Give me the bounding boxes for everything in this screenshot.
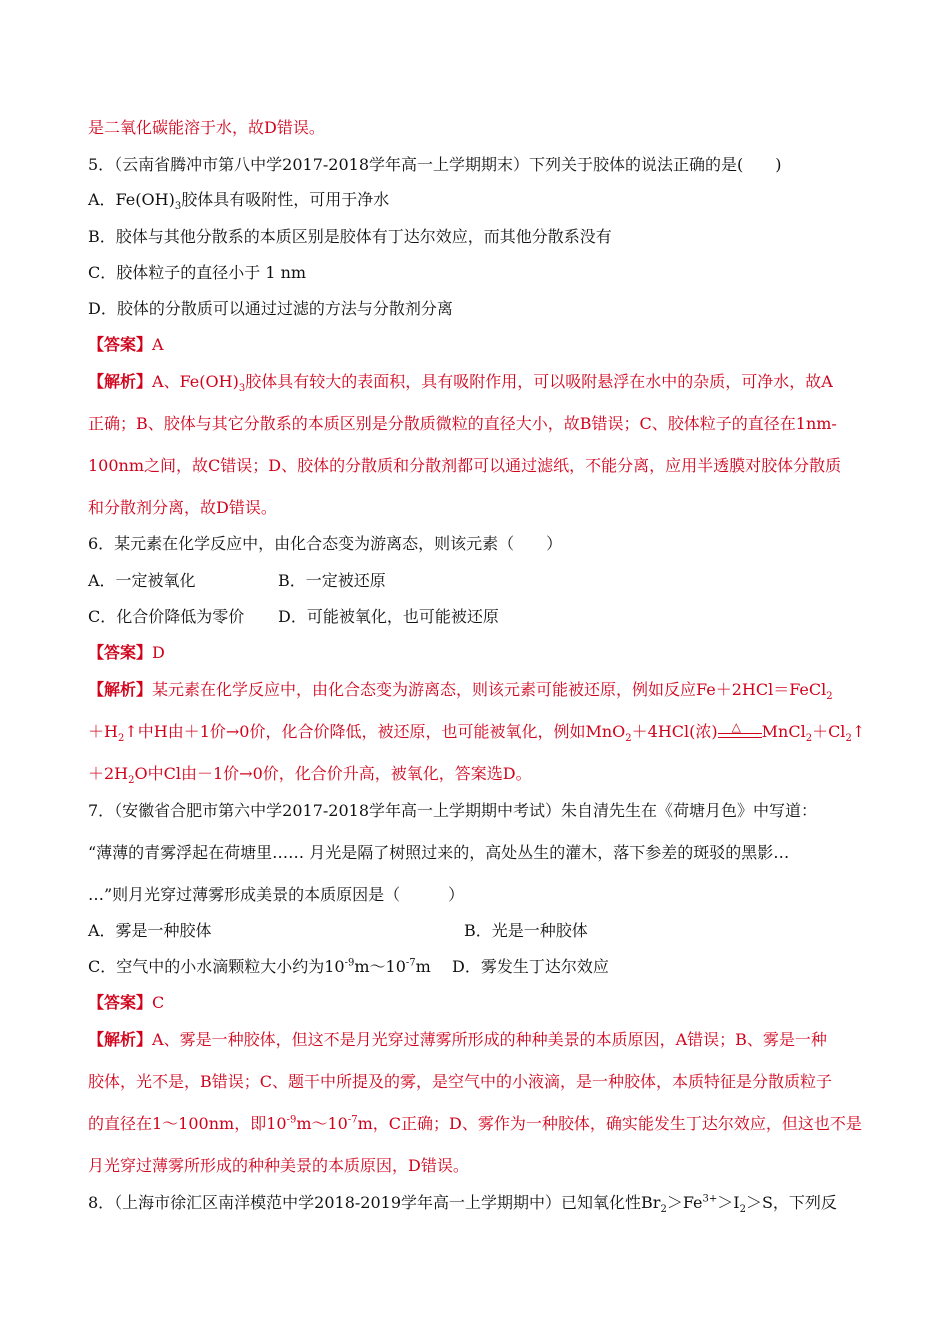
question-6-stem: 6．某元素在化学反应中，由化合态变为游离态，则该元素（ ） [88, 534, 563, 553]
question-5-option-d: D．胶体的分散质可以通过过滤的方法与分散剂分离 [88, 299, 453, 318]
question-5-explanation-line-2: 正确；B、胶体与其它分散系的本质区别是分散质微粒的直径大小，故B错误；C、胶体粒子的直径在1nm- [88, 414, 837, 433]
question-7-option-a: A．雾是一种胶体 [88, 921, 212, 940]
prev-explanation-end: 是二氧化碳能溶于水，故D错误。 [88, 118, 325, 137]
question-7-explanation-line-3: 的直径在1～100nm，即$10^{-9}m\sim 10^{-7}m$，C正确；D、雾作为一种胶体，确实能发生丁达尔效应，但这也不是 [88, 1114, 862, 1133]
question-5-option-c: C．胶体粒子的直径小于 1 nm [88, 263, 307, 282]
question-5-answer: 【答案】A [88, 335, 164, 354]
question-7-stem-line-2: “薄薄的青雾浮起在荷塘里…… 月光是隔了树照过来的，高处丛生的灌木，落下参差的斑驳的黑影… [88, 843, 790, 862]
question-7-explanation-line-2: 胶体，光不是，B错误；C、题干中所提及的雾，是空气中的小液滴，是一种胶体，本质特征是分散质粒子 [88, 1072, 833, 1091]
question-7-explanation-line-1: 【解析】A、雾是一种胶体，但这不是月光穿过薄雾所形成的种种美景的本质原因，A错误；B、雾是一种 [88, 1030, 827, 1049]
question-7-stem-line-3: …”则月光穿过薄雾形成美景的本质原因是（ ） [88, 885, 465, 904]
question-6-option-d: D．可能被氧化，也可能被还原 [278, 607, 499, 626]
question-5-explanation-line-3: 100nm之间，故C错误；D、胶体的分散质和分散剂都可以通过滤纸，不能分离，应用半透膜对胶体分散质 [88, 456, 842, 475]
question-6-options-row-1 [88, 571, 196, 591]
question-7-option-b: B．光是一种胶体 [464, 921, 588, 940]
question-5-explanation-line-1: 【解析】A、$Fe(OH)_3$胶体具有较大的表面积，具有吸附作用，可以吸附悬浮在水中的杂质，可净水，故A [88, 372, 833, 395]
question-8-stem: 8．（上海市徐汇区南洋模范中学2018-2019学年高一上学期期中）已知氧化性$Br_2>Fe^{3+}>I_2>S$，下列反 [88, 1193, 837, 1216]
question-5-stem: 5．（云南省腾冲市第八中学2017-2018学年高一上学期期末）下列关于胶体的说法正确的是( ) [88, 155, 782, 174]
question-7-explanation-line-4: 月光穿过薄雾所形成的种种美景的本质原因，D错误。 [88, 1156, 469, 1175]
question-5-option-b: B．胶体与其他分散系的本质区别是胶体有丁达尔效应，而其他分散系没有 [88, 227, 612, 246]
question-7-answer: 【答案】C [88, 993, 165, 1012]
question-7-stem-line-1: 7．（安徽省合肥市第六中学2017-2018学年高一上学期期中考试）朱自清先生在《荷塘月色》中写道： [88, 801, 818, 820]
question-6-option-a: A．一定被氧化 [88, 571, 196, 590]
question-6-answer: 【答案】D [88, 643, 165, 662]
question-6-explanation-line-2: $+H_2↑$中H由＋1价→0价，化合价降低，被还原，也可能被氧化，例如MnO$_2$＋4HCl(浓) △ $MnCl_2+Cl_2↑$ [88, 720, 866, 745]
question-5-explanation-line-4: 和分散剂分离，故D错误。 [88, 498, 277, 517]
question-7-option-d: D．雾发生丁达尔效应 [452, 957, 609, 976]
question-6-explanation-line-3: $+2H_2O$中Cl由－1价→0价，化合价升高，被氧化，答案选D。 [88, 764, 532, 787]
question-6-option-c: C．化合价降低为零价 [88, 607, 245, 626]
question-6-explanation-line-1: 【解析】某元素在化学反应中，由化合态变为游离态，则该元素可能被还原，例如反应Fe＋2HCl＝FeCl$_2$ [88, 680, 833, 703]
question-5-option-a: A．$Fe(OH)_3$胶体具有吸附性，可用于净水 [88, 190, 390, 213]
question-7-option-c: C．空气中的小水滴颗粒大小约为$10^{-9}m\sim 10^{-7}m$ [88, 957, 431, 976]
question-6-option-b: B．一定被还原 [278, 571, 386, 590]
heating-equals-sign: △ [718, 723, 762, 741]
